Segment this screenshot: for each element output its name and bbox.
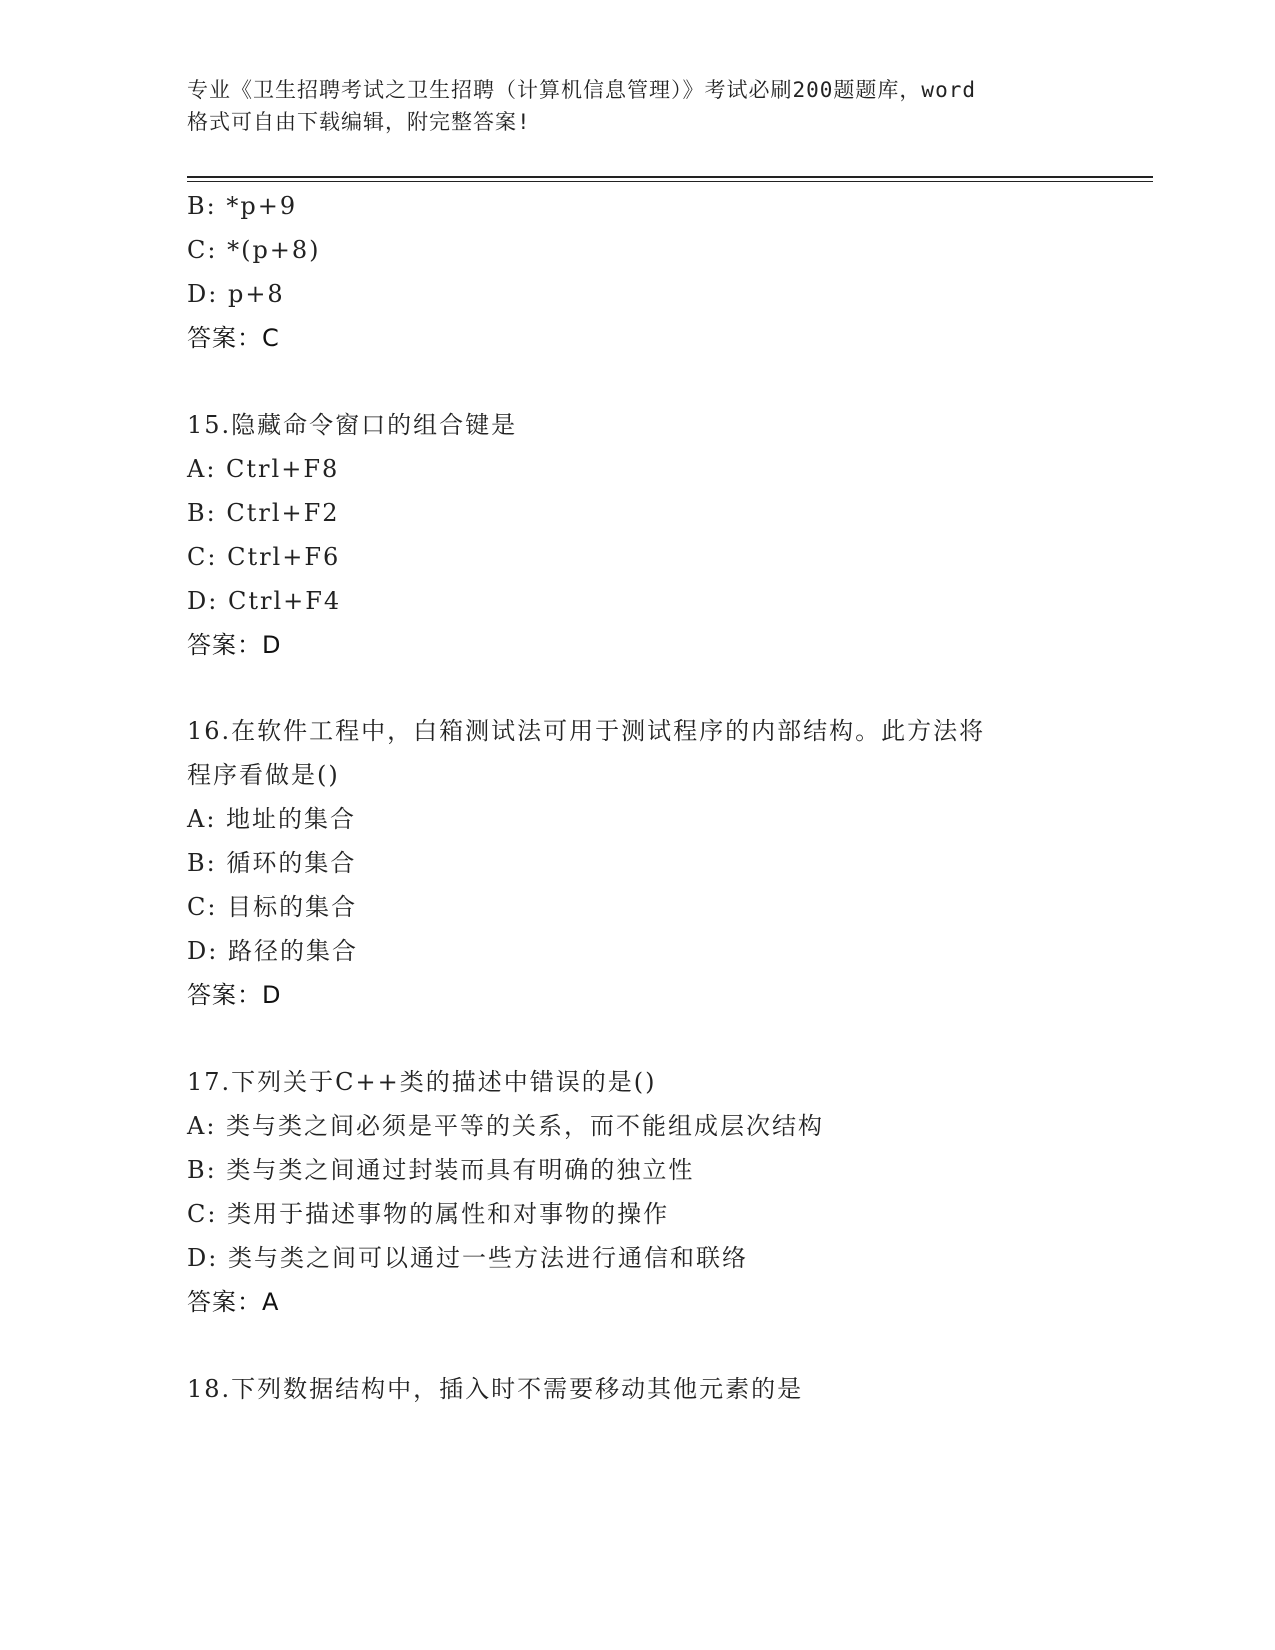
q15-option-d: D: Ctrl+F4	[187, 587, 342, 615]
q15-option-b: B: Ctrl+F2	[187, 499, 340, 527]
q16-answer: 答案：D	[187, 981, 282, 1009]
document-header	[187, 74, 1097, 138]
q17-option-b: B: 类与类之间通过封装而具有明确的独立性	[187, 1156, 695, 1184]
q17-question: 17.下列关于C++类的描述中错误的是()	[187, 1068, 657, 1096]
q17-option-d: D: 类与类之间可以通过一些方法进行通信和联络	[187, 1244, 748, 1272]
header-title-line-2: 格式可自由下载编辑，附完整答案!	[187, 110, 531, 134]
q16-option-a: A: 地址的集合	[187, 805, 357, 833]
q16-question-line-1: 16.在软件工程中，白箱测试法可用于测试程序的内部结构。此方法将	[187, 717, 986, 745]
q14-option-b: B: *p+9	[187, 192, 298, 220]
q15-option-a: A: Ctrl+F8	[187, 455, 340, 483]
q18-question: 18.下列数据结构中，插入时不需要移动其他元素的是	[187, 1375, 804, 1403]
header-divider-thin	[187, 181, 1153, 182]
q14-answer: 答案：C	[187, 324, 280, 352]
q17-option-a: A: 类与类之间必须是平等的关系，而不能组成层次结构	[187, 1112, 825, 1140]
q15-option-c: C: Ctrl+F6	[187, 543, 341, 571]
q14-option-d: D: p+8	[187, 280, 285, 308]
q16-option-d: D: 路径的集合	[187, 937, 358, 965]
q16-question-line-2: 程序看做是()	[187, 761, 340, 789]
q14-option-c: C: *(p+8)	[187, 236, 321, 264]
header-title-line-1: 专业《卫生招聘考试之卫生招聘（计算机信息管理）》考试必刷200题题库，word	[187, 78, 976, 102]
q16-option-c: C: 目标的集合	[187, 893, 358, 921]
q17-answer: 答案：A	[187, 1288, 280, 1316]
q15-answer: 答案：D	[187, 631, 282, 659]
q17-option-c: C: 类用于描述事物的属性和对事物的操作	[187, 1200, 670, 1228]
header-divider-thick	[187, 176, 1153, 178]
q16-option-b: B: 循环的集合	[187, 849, 357, 877]
q15-question: 15.隐藏命令窗口的组合键是	[187, 411, 518, 439]
